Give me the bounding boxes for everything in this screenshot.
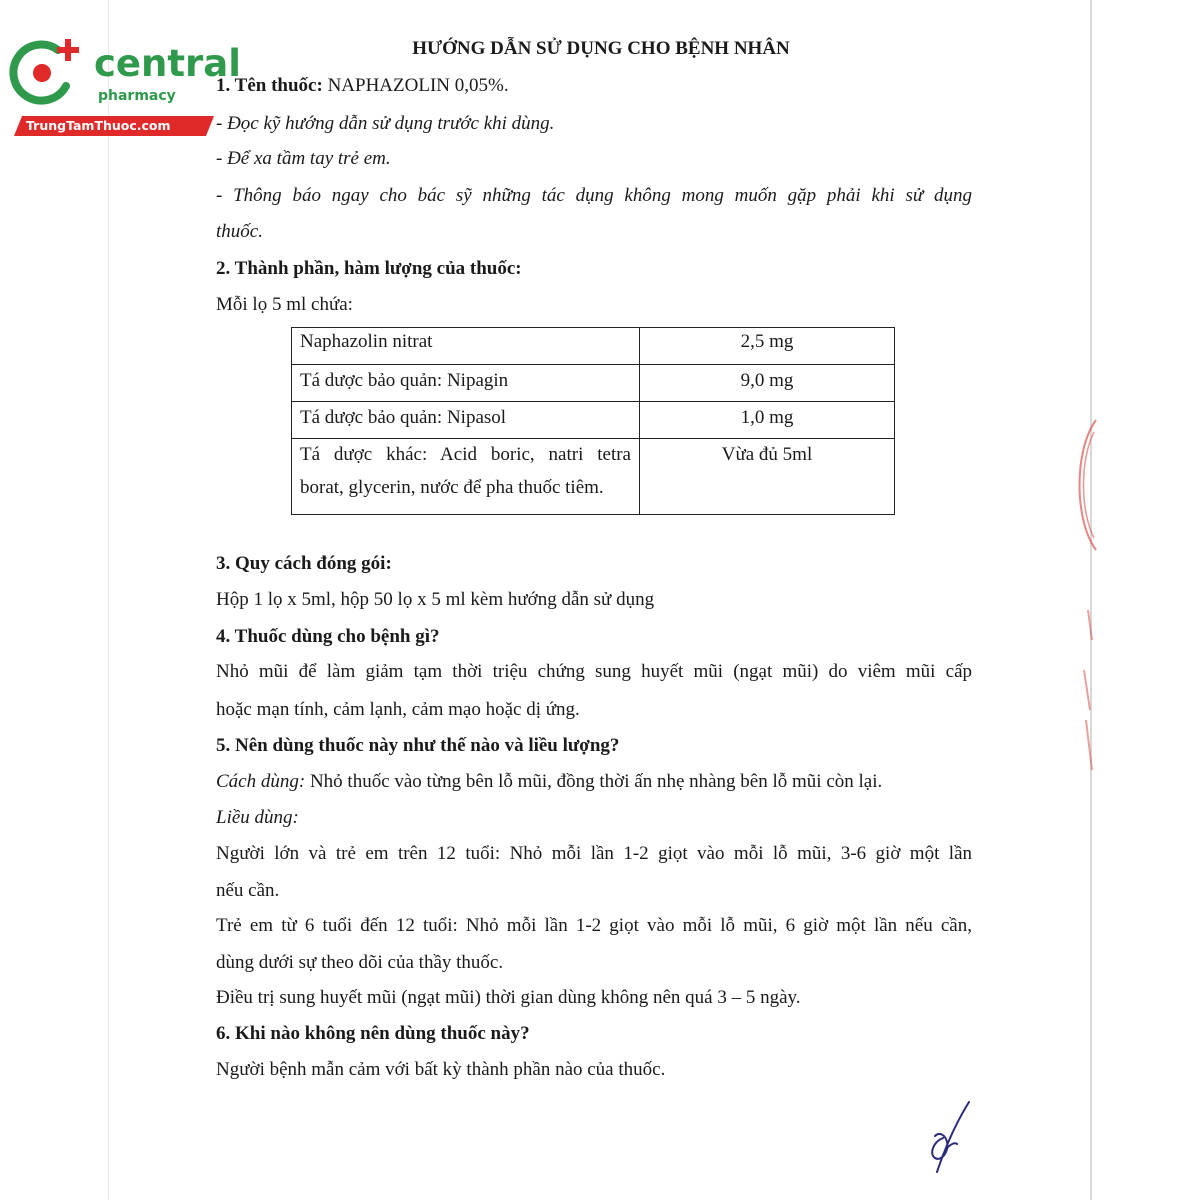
ingredient-name: Tá dược bảo quản: Nipasol <box>292 402 640 439</box>
ingredient-name <box>292 439 640 515</box>
ingredient-name-line-2: borat, glycerin, nước để pha thuốc tiêm. <box>300 477 604 498</box>
page-edge-left <box>108 0 109 1200</box>
section-1-drug-name <box>216 74 972 98</box>
table-row <box>292 402 895 439</box>
usage-line <box>216 770 972 794</box>
child-dosage-line-2: dùng dưới sự theo dõi của thầy thuốc. <box>216 952 504 973</box>
table-row <box>292 328 895 365</box>
logo-mark-icon <box>8 36 88 106</box>
child-dosage-line-1: Trẻ em từ 6 tuổi đến 12 tuổi: Nhỏ mỗi lần 1-2 giọt vào mỗi lỗ mũi, 6 giờ một lần nếu cần, <box>216 915 972 936</box>
adult-dosage-line-2: nếu cần. <box>216 880 280 901</box>
indication-line-1: Nhỏ mũi để làm giảm tạm thời triệu chứng sung huyết mũi (ngạt mũi) do viêm mũi cấp <box>216 661 972 682</box>
section-3-heading: 3. Quy cách đóng gói: <box>216 553 392 574</box>
dosage-label: Liều dùng: <box>216 807 299 828</box>
section-6-heading: 6. Khi nào không nên dùng thuốc này? <box>216 1023 530 1044</box>
packaging-text: Hộp 1 lọ x 5ml, hộp 50 lọ x 5 ml kèm hướng dẫn sử dụng <box>216 589 655 610</box>
note-report-side-effects-cont: thuốc. <box>216 221 263 242</box>
ingredient-amount: 9,0 mg <box>640 365 895 402</box>
section-1-label: 1. Tên thuốc: <box>216 75 323 96</box>
ingredient-name: Tá dược bảo quản: Nipagin <box>292 365 640 402</box>
usage-text: Nhỏ thuốc vào từng bên lỗ mũi, đồng thời ấn nhẹ nhàng bên lỗ mũi còn lại. <box>305 771 883 792</box>
ingredient-amount: 2,5 mg <box>640 328 895 365</box>
signature-icon <box>925 1098 981 1180</box>
composition-intro: Mỗi lọ 5 ml chứa: <box>216 294 353 315</box>
logo-url[interactable]: TrungTamThuoc.com <box>26 118 171 133</box>
note-read-instructions: - Đọc kỹ hướng dẫn sử dụng trước khi dùng. <box>216 113 555 134</box>
usage-label: Cách dùng: <box>216 771 306 792</box>
section-2-heading: 2. Thành phần, hàm lượng của thuốc: <box>216 258 522 279</box>
contraindication-text: Người bệnh mẫn cảm với bất kỳ thành phần nào của thuốc. <box>216 1059 666 1080</box>
document-title: HƯỚNG DẪN SỬ DỤNG CHO BỆNH NHÂN <box>412 38 790 59</box>
ingredient-name: Naphazolin nitrat <box>292 328 640 365</box>
adult-dosage-line-1: Người lớn và trẻ em trên 12 tuổi: Nhỏ mỗi lần 1-2 giọt vào mỗi lỗ mũi, 3-6 giờ một lần <box>216 843 972 864</box>
red-stamp-icon <box>1066 410 1100 790</box>
table-row <box>292 439 895 515</box>
indication-line-2: hoặc mạn tính, cảm lạnh, cảm mạo hoặc dị ứng. <box>216 699 580 720</box>
section-5-heading: 5. Nên dùng thuốc này như thế nào và liều lượng? <box>216 735 620 756</box>
logo-name: central <box>94 42 241 85</box>
treatment-duration: Điều trị sung huyết mũi (ngạt mũi) thời gian dùng không nên quá 3 – 5 ngày. <box>216 987 801 1008</box>
central-pharmacy-logo <box>8 36 241 140</box>
ingredients-table <box>291 327 895 515</box>
ingredient-name-line-1: Tá dược khác: Acid boric, natri tetra <box>300 444 631 465</box>
note-keep-away-children: - Để xa tầm tay trẻ em. <box>216 148 391 169</box>
logo-subtitle: pharmacy <box>98 88 176 104</box>
section-4-heading: 4. Thuốc dùng cho bệnh gì? <box>216 626 440 647</box>
table-row <box>292 365 895 402</box>
note-report-side-effects: - Thông báo ngay cho bác sỹ những tác dụng không mong muốn gặp phải khi sử dụng <box>216 185 972 206</box>
ingredient-amount: 1,0 mg <box>640 402 895 439</box>
ingredient-amount: Vừa đủ 5ml <box>640 439 895 515</box>
drug-name-value: NAPHAZOLIN 0,05%. <box>322 75 509 96</box>
